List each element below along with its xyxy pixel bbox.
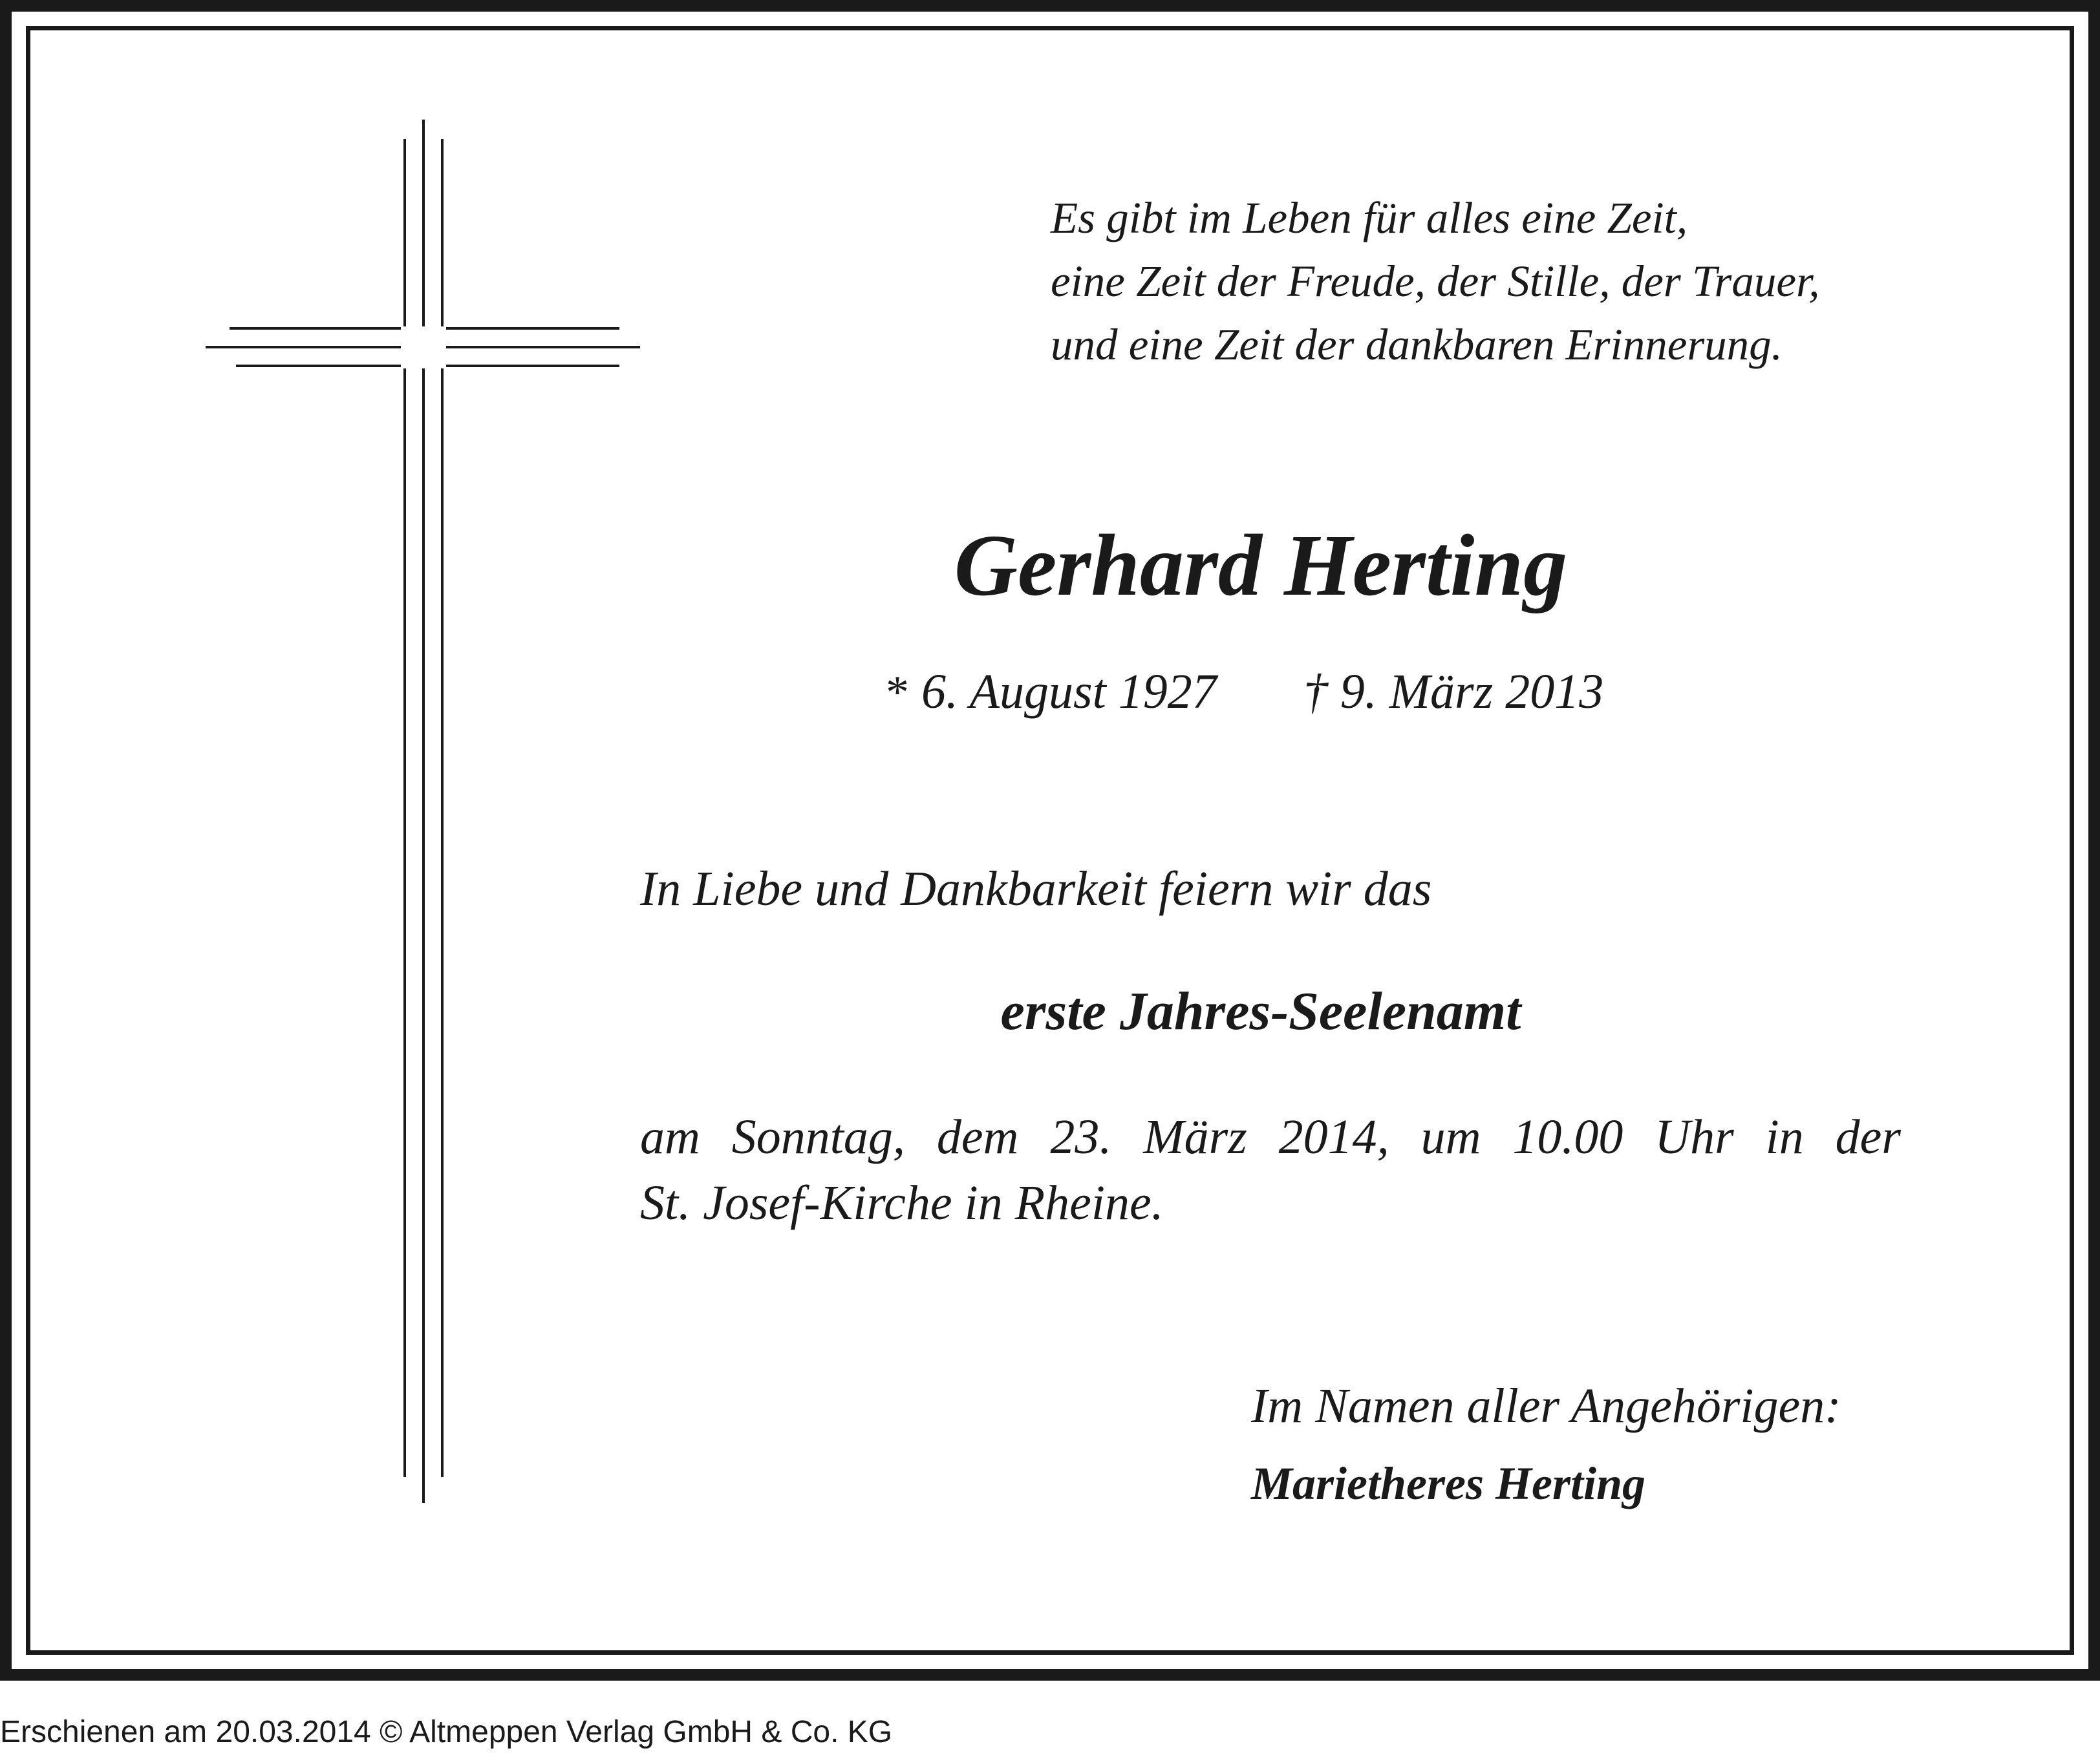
publication-footer: Erschienen am 20.03.2014 © Altmeppen Verlag GmbH & Co. KG [0, 1715, 893, 1749]
mass-title: erste Jahres-Seelenamt [1000, 981, 1521, 1041]
birth-star-icon: * [886, 666, 909, 718]
signature-name: Marietheres Herting [1251, 1458, 1646, 1509]
service-details-line: St. Josef-Kirche in Rheine. [640, 1176, 1164, 1230]
service-details [640, 1104, 1901, 1236]
death-dagger-icon: † [1303, 665, 1328, 719]
motto-verse [1051, 186, 1819, 376]
motto-line: Es gibt im Leben für alles eine Zeit, [1051, 193, 1688, 242]
deceased-name: Gerhard Herting [954, 517, 1568, 614]
service-details-line: am Sonntag, dem 23. März 2014, um 10.00 Uhr in der [640, 1110, 1901, 1164]
latin-cross-icon [194, 110, 659, 1513]
announcement-intro: In Liebe und Dankbarkeit feiern wir das [640, 862, 1432, 916]
death-date: 9. März 2013 [1340, 665, 1604, 719]
birth-date: 6. August 1927 [921, 665, 1217, 719]
life-dates [886, 659, 1603, 725]
motto-line: eine Zeit der Freude, der Stille, der Trauer, [1051, 257, 1820, 306]
motto-line: und eine Zeit der dankbaren Erinnerung. [1051, 320, 1783, 369]
signature-preface: Im Namen aller Angehörigen: [1251, 1379, 1841, 1433]
